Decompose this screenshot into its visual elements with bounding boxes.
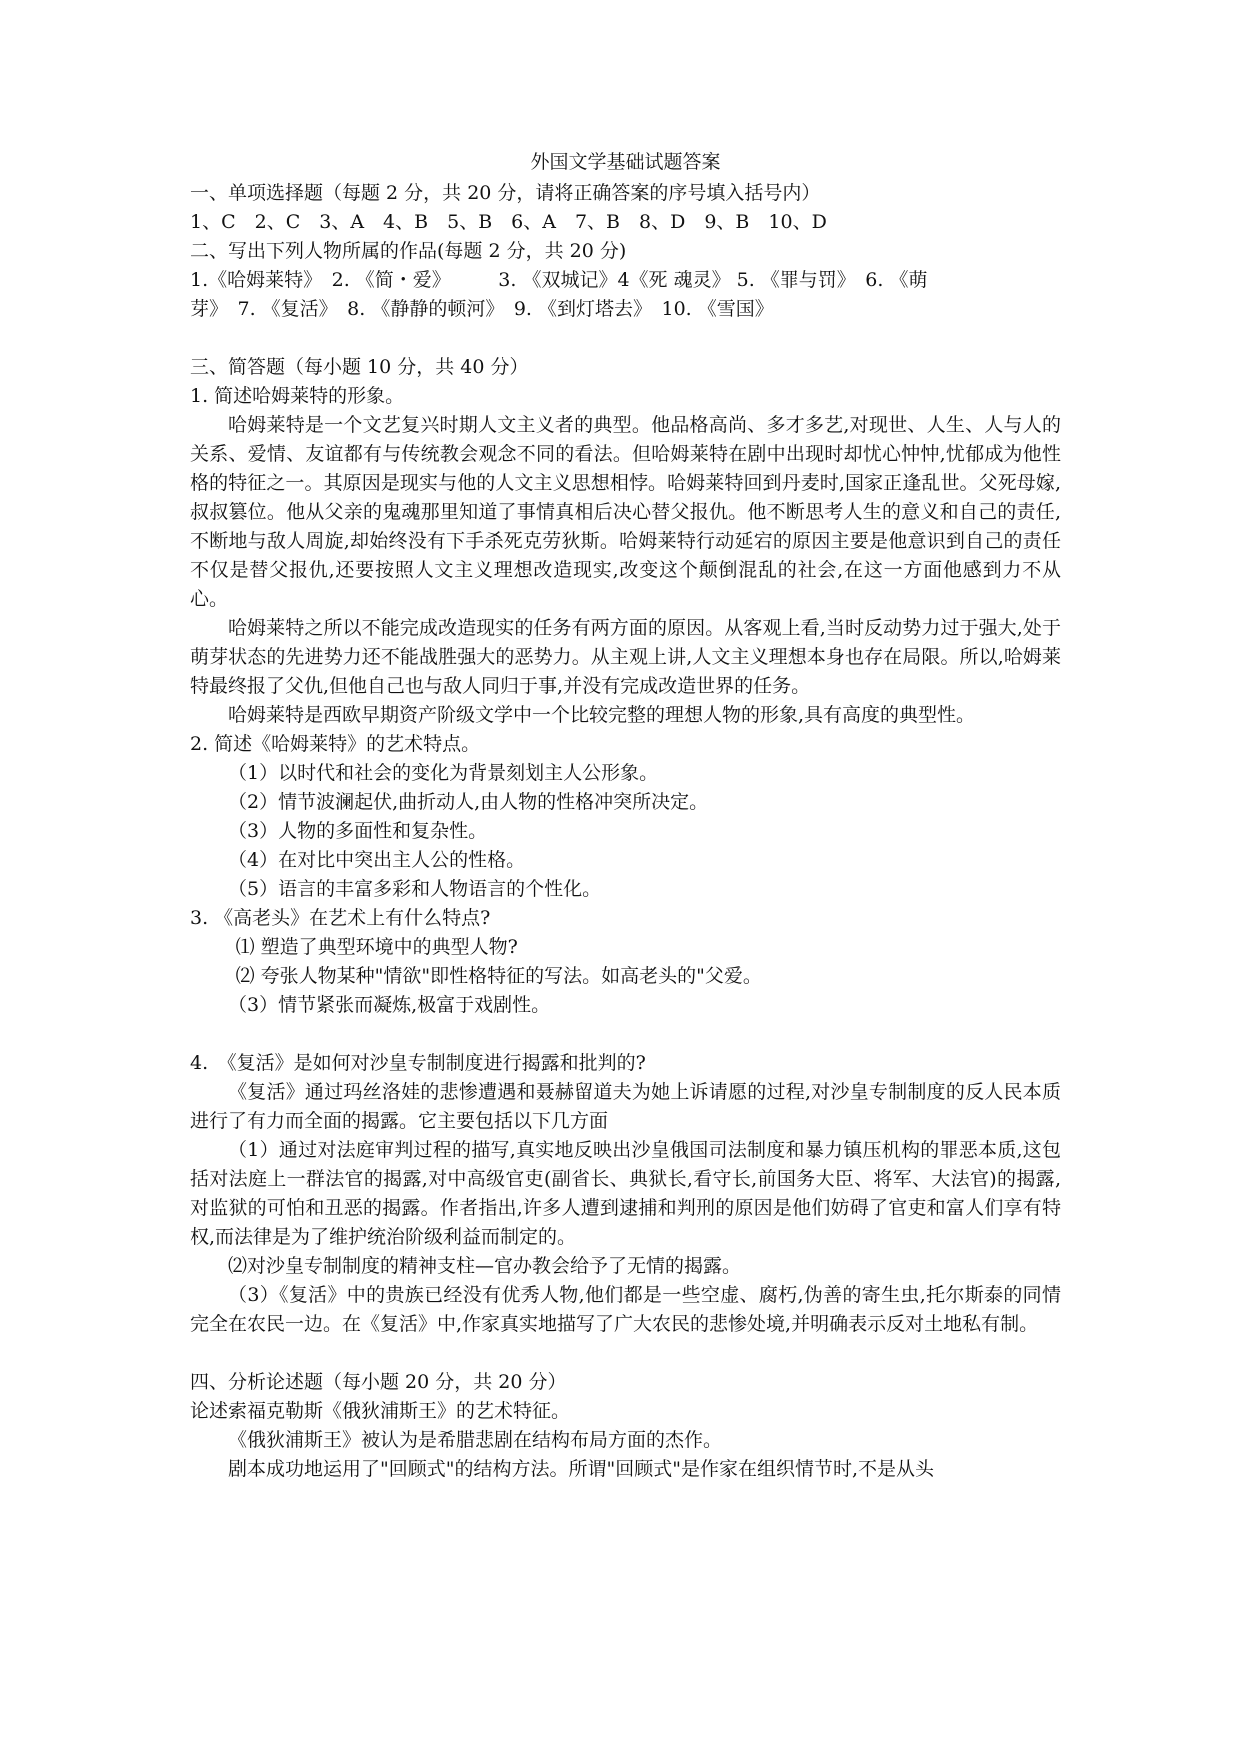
document-title: 外国文学基础试题答案 (530, 151, 721, 173)
q2-item-2: （2）情节波澜起伏,曲折动人,由人物的性格冲突所决定。 (228, 791, 709, 813)
q2-item-5: （5）语言的丰富多彩和人物语言的个性化。 (228, 878, 602, 900)
q3-item-2: ⑵ 夸张人物某种"情欲"即性格特征的写法。如高老头的"父爱。 (235, 965, 762, 987)
section1-answers: 1、C 2、C 3、A 4、B 5、B 6、A 7、B 8、D 9、B 10、D (190, 211, 827, 233)
q4-paragraph-4: （3）《复活》中的贵族已经没有优秀人物,他们都是一些空虚、腐朽,伪善的寄生虫,托尔斯泰的同情完全在农民一边。在《复活》中,作家真实地描写了广大农民的悲惨处境,并明确表示反对土地私有制。 (190, 1284, 1061, 1335)
q1-paragraph-3: 哈姆莱特是西欧早期资产阶级文学中一个比较完整的理想人物的形象,具有高度的典型性。 (228, 704, 976, 726)
section4-heading: 四、分析论述题（每小题 20 分，共 20 分） (190, 1371, 567, 1393)
q2-item-3: （3）人物的多面性和复杂性。 (228, 820, 488, 842)
q2-item-1: （1）以时代和社会的变化为背景刻划主人公形象。 (228, 762, 659, 784)
q1-paragraph-2: 哈姆莱特之所以不能完成改造现实的任务有两方面的原因。从客观上看,当时反动势力过于强大,处于萌芽状态的先进势力还不能战胜强大的恶势力。从主观上讲,人文主义理想本身也存在局限。所以,哈姆莱特最终报了父仇,但他自己也与敌人同归于事,并没有完成改造世界的任务。 (190, 617, 1061, 697)
section2-line2: 芽》 7. 《复活》 8. 《静静的顿河》 9. 《到灯塔去》 10. 《雪国》 (190, 298, 774, 320)
section4-paragraph-1: 《俄狄浦斯王》被认为是希腊悲剧在结构布局方面的杰作。 (228, 1429, 723, 1451)
q3-question: 3. 《高老头》在艺术上有什么特点? (190, 907, 491, 929)
q4-paragraph-2: （1）通过对法庭审判过程的描写,真实地反映出沙皇俄国司法制度和暴力镇压机构的罪恶本质,这包括对法庭上一群法官的揭露,对中高级官吏(副省长、典狱长,看守长,前国务大臣、将军、大法官)的揭露,对监狱的可怕和丑恶的揭露。作者指出,许多人遭到逮捕和判刑的原因是他们妨碍了官吏和富人们享有特权,而法律是为了维护统治阶级利益而制定的。 (190, 1139, 1061, 1248)
q1-paragraph-1: 哈姆莱特是一个文艺复兴时期人文主义者的典型。他品格高尚、多才多艺,对现世、人生、人与人的关系、爱情、友谊都有与传统教会观念不同的看法。但哈姆莱特在剧中出现时却忧心忡忡,忧郁成为他性格的特征之一。其原因是现实与他的人文主义思想相悖。哈姆莱特回到丹麦时,国家正逢乱世。父死母嫁,叔叔篡位。他从父亲的鬼魂那里知道了事情真相后决心替父报仇。他不断思考人生的意义和自己的责任,不断地与敌人周旋,却始终没有下手杀死克劳狄斯。哈姆莱特行动延宕的原因主要是他意识到自己的责任不仅是替父报仇,还要按照人文主义理想改造现实,改变这个颠倒混乱的社会,在这一方面他感到力不从心。 (190, 414, 1061, 610)
section3-heading: 三、简答题（每小题 10 分，共 40 分） (190, 356, 529, 378)
section2-heading: 二、写出下列人物所属的作品(每题 2 分，共 20 分) (190, 240, 627, 262)
q4-paragraph-3: ⑵对沙皇专制制度的精神支柱—官办教会给予了无情的揭露。 (228, 1255, 742, 1277)
q3-item-3: （3）情节紧张而凝炼,极富于戏剧性。 (228, 994, 551, 1016)
q1-question: 1. 简述哈姆莱特的形象。 (190, 385, 405, 407)
section4-paragraph-2: 剧本成功地运用了"回顾式"的结构方法。所谓"回顾式"是作家在组织情节时,不是从头 (228, 1458, 934, 1480)
section1-heading: 一、单项选择题（每题 2 分，共 20 分，请将正确答案的序号填入括号内） (190, 182, 821, 204)
section4-question: 论述索福克勒斯《俄狄浦斯王》的艺术特征。 (190, 1400, 571, 1422)
q2-item-4: （4）在对比中突出主人公的性格。 (228, 849, 526, 871)
q3-item-1: ⑴ 塑造了典型环境中的典型人物? (235, 936, 518, 958)
q2-question: 2. 简述《哈姆莱特》的艺术特点。 (190, 733, 481, 755)
section2-line1: 1.《哈姆莱特》 2. 《简・爱》 3. 《双城记》4《死 魂灵》 5. 《罪与罚》 6. 《萌 (190, 269, 928, 291)
q4-paragraph-1: 《复活》通过玛丝洛娃的悲惨遭遇和聂赫留道夫为她上诉请愿的过程,对沙皇专制制度的反人民本质进行了有力而全面的揭露。它主要包括以下几方面 (190, 1081, 1061, 1132)
q4-question: 4. 《复活》是如何对沙皇专制制度进行揭露和批判的? (190, 1052, 646, 1074)
